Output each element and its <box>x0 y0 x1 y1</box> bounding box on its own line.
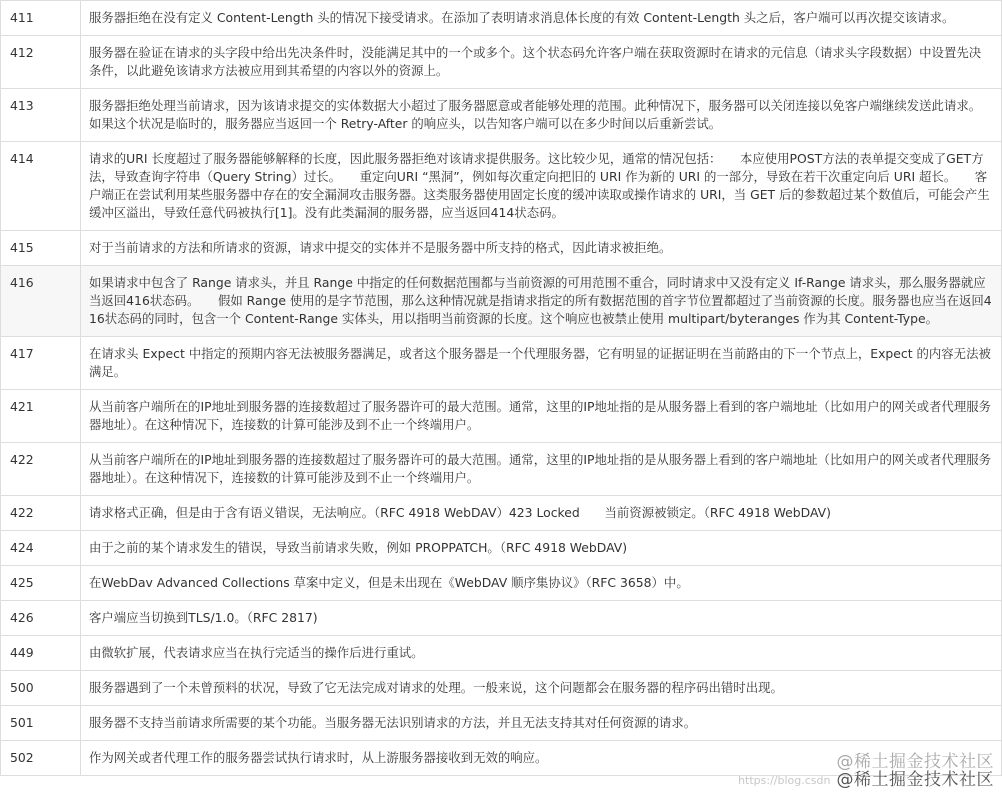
status-description-cell: 请求格式正确，但是由于含有语义错误，无法响应。（RFC 4918 WebDAV）423 Locked 当前资源被锁定。（RFC 4918 WebDAV) <box>81 496 1002 531</box>
table-row <box>1 36 1002 89</box>
table-row <box>1 231 1002 266</box>
status-code-cell: 411 <box>1 1 81 36</box>
table-row <box>1 89 1002 142</box>
status-code-cell: 421 <box>1 390 81 443</box>
status-description-cell: 服务器拒绝处理当前请求，因为该请求提交的实体数据大小超过了服务器愿意或者能够处理的范围。此种情况下，服务器可以关闭连接以免客户端继续发送此请求。 如果这个状况是临时的，服务器应当返回一个 Retry-After 的响应头，以告知客户端可以在多少时间以后重新尝试。 <box>81 89 1002 142</box>
table-row <box>1 1 1002 36</box>
status-code-cell: 412 <box>1 36 81 89</box>
table-row <box>1 566 1002 601</box>
watermark-url: https://blog.csdn <box>738 774 831 787</box>
status-description-cell: 客户端应当切换到TLS/1.0。（RFC 2817) <box>81 601 1002 636</box>
status-description-cell: 服务器遇到了一个未曾预料的状况，导致了它无法完成对请求的处理。一般来说，这个问题都会在服务器的程序码出错时出现。 <box>81 671 1002 706</box>
status-description-cell: 从当前客户端所在的IP地址到服务器的连接数超过了服务器许可的最大范围。通常，这里的IP地址指的是从服务器上看到的客户端地址（比如用户的网关或者代理服务器地址）。在这种情况下，连接数的计算可能涉及到不止一个终端用户。 <box>81 390 1002 443</box>
status-description-cell: 由微软扩展，代表请求应当在执行完适当的操作后进行重试。 <box>81 636 1002 671</box>
table-row <box>1 337 1002 390</box>
table-row <box>1 142 1002 231</box>
status-code-cell: 415 <box>1 231 81 266</box>
status-code-cell: 416 <box>1 266 81 337</box>
status-code-cell: 500 <box>1 671 81 706</box>
status-description-cell: 在WebDav Advanced Collections 草案中定义，但是未出现在《WebDAV 顺序集协议》（RFC 3658）中。 <box>81 566 1002 601</box>
table-row <box>1 531 1002 566</box>
status-code-cell: 425 <box>1 566 81 601</box>
status-description-cell: 从当前客户端所在的IP地址到服务器的连接数超过了服务器许可的最大范围。通常，这里的IP地址指的是从服务器上看到的客户端地址（比如用户的网关或者代理服务器地址）。在这种情况下，连接数的计算可能涉及到不止一个终端用户。 <box>81 443 1002 496</box>
status-description-cell: 服务器拒绝在没有定义 Content-Length 头的情况下接受请求。在添加了表明请求消息体长度的有效 Content-Length 头之后，客户端可以再次提交该请求。 <box>81 1 1002 36</box>
status-code-cell: 501 <box>1 706 81 741</box>
status-description-cell: 请求的URI 长度超过了服务器能够解释的长度，因此服务器拒绝对该请求提供服务。这比较少见，通常的情况包括： 本应使用POST方法的表单提交变成了GET方法，导致查询字符串（Query String）过长。 重定向URI “黑洞”，例如每次重定向把旧的 URI 作为新的 URI 的一部分，导致在若干次重定向后 URI 超长。 客户端正在尝试利用某些服务器中存在的安全漏洞攻击服务器。这类服务器使用固定长度的缓冲读取或操作请求的 URI，当 GET 后的参数超过某个数值后，可能会产生缓冲区溢出，导致任意代码被执行[1]。没有此类漏洞的服务器，应当返回414状态码。 <box>81 142 1002 231</box>
watermark-line-2: @稀土掘金技术社区 <box>836 770 994 791</box>
status-code-table-body <box>1 1 1002 776</box>
status-code-cell: 422 <box>1 443 81 496</box>
table-row <box>1 671 1002 706</box>
status-description-cell: 在请求头 Expect 中指定的预期内容无法被服务器满足，或者这个服务器是一个代理服务器，它有明显的证据证明在当前路由的下一个节点上，Expect 的内容无法被满足。 <box>81 337 1002 390</box>
status-code-cell: 413 <box>1 89 81 142</box>
status-code-cell: 426 <box>1 601 81 636</box>
table-row <box>1 443 1002 496</box>
status-description-cell: 如果请求中包含了 Range 请求头，并且 Range 中指定的任何数据范围都与当前资源的可用范围不重合，同时请求中又没有定义 If-Range 请求头，那么服务器就应当返回416状态码。 假如 Range 使用的是字节范围，那么这种情况就是指请求指定的所有数据范围的首字节位置都超过了当前资源的长度。服务器也应当在返回416状态码的同时，包含一个 Content-Range 实体头，用以指明当前资源的长度。这个响应也被禁止使用 multipart/byteranges 作为其 Content-Type。 <box>81 266 1002 337</box>
table-row <box>1 741 1002 776</box>
table-row <box>1 496 1002 531</box>
status-code-cell: 422 <box>1 496 81 531</box>
status-code-cell: 449 <box>1 636 81 671</box>
watermark-line-1: @稀土掘金技术社区 <box>836 752 994 773</box>
status-code-cell: 424 <box>1 531 81 566</box>
table-row <box>1 706 1002 741</box>
table-row <box>1 390 1002 443</box>
table-row <box>1 266 1002 337</box>
status-code-cell: 502 <box>1 741 81 776</box>
table-row <box>1 601 1002 636</box>
table-row <box>1 636 1002 671</box>
status-description-cell: 服务器在验证在请求的头字段中给出先决条件时，没能满足其中的一个或多个。这个状态码允许客户端在获取资源时在请求的元信息（请求头字段数据）中设置先决条件，以此避免该请求方法被应用到其希望的内容以外的资源上。 <box>81 36 1002 89</box>
status-description-cell: 对于当前请求的方法和所请求的资源，请求中提交的实体并不是服务器中所支持的格式，因此请求被拒绝。 <box>81 231 1002 266</box>
status-description-cell: 作为网关或者代理工作的服务器尝试执行请求时，从上游服务器接收到无效的响应。 <box>81 741 1002 776</box>
status-description-cell: 由于之前的某个请求发生的错误，导致当前请求失败，例如 PROPPATCH。（RFC 4918 WebDAV) <box>81 531 1002 566</box>
status-code-cell: 414 <box>1 142 81 231</box>
status-description-cell: 服务器不支持当前请求所需要的某个功能。当服务器无法识别请求的方法，并且无法支持其对任何资源的请求。 <box>81 706 1002 741</box>
status-code-cell: 417 <box>1 337 81 390</box>
